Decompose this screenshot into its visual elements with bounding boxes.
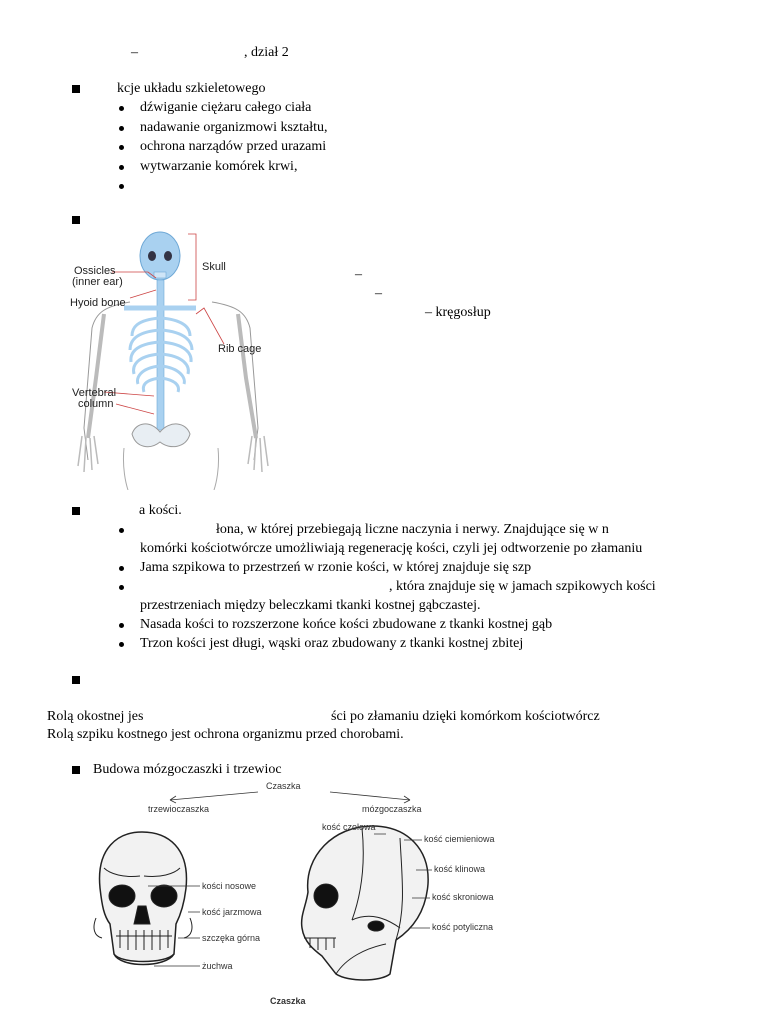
label-rib-cage: Rib cage [218, 343, 262, 355]
paragraph-line1b: ści po złamaniu dzięki komórkom kościotwórcz [331, 709, 600, 724]
paragraph-line1a: Rolą okostnej jes [47, 709, 144, 724]
label-inner-ear: (inner ear) [72, 276, 123, 288]
label-skull: Skull [202, 261, 226, 273]
front-skull [94, 832, 192, 965]
side-label-3: kość klinowa [434, 864, 486, 874]
side-skull [302, 826, 429, 980]
bone-item-5: Trzon kości jest długi, wąski oraz zbudowany z tkanki kostnej zbitej [140, 636, 524, 651]
side-label-1: kość czołowa [322, 822, 376, 832]
function-item-4: wytwarzanie komórek krwi, [140, 159, 298, 174]
bullet-icon [119, 184, 124, 189]
square-bullet-icon [72, 766, 80, 774]
diagram-left-branch: trzewioczaszka [148, 804, 210, 814]
square-bullet-icon [72, 507, 80, 515]
bullet-icon [119, 566, 124, 571]
square-bullet-icon [72, 85, 80, 93]
label-vertebral: Vertebral [72, 387, 117, 399]
label-column: column [78, 398, 114, 410]
skull-heading: Budowa mózgoczaszki i trzewioc [93, 762, 282, 777]
bullet-icon [119, 623, 124, 628]
skeleton-dash-2: – [375, 286, 382, 301]
diagram-right-branch: mózgoczaszka [362, 804, 422, 814]
label-ossicles: Ossicles [74, 265, 116, 277]
front-label-2: kość jarzmowa [202, 907, 262, 917]
function-item-2: nadawanie organizmowi kształtu, [140, 120, 328, 135]
side-label-4: kość skroniowa [432, 892, 494, 902]
diagram-caption: Czaszka [270, 996, 306, 1006]
front-label-1: kości nosowe [202, 881, 257, 891]
bullet-icon [119, 165, 124, 170]
bullet-icon [119, 126, 124, 131]
bone-item-1-line2: komórki kościotwórcze umożliwiają regenerację kości, czyli jej odtworzenie po złamaniu [140, 541, 643, 556]
front-label-3: szczęka górna [202, 933, 261, 943]
bone-item-2: Jama szpikowa to przestrzeń w rzonie kości, w której znajduje się szp [140, 560, 532, 575]
bullet-icon [119, 106, 124, 111]
skeleton-diagram [66, 228, 276, 490]
square-bullet-icon [72, 676, 80, 684]
header-section: , dział 2 [244, 45, 289, 60]
label-hyoid: Hyoid bone [70, 297, 126, 309]
bullet-icon [119, 528, 124, 533]
bone-item-4: Nasada kości to rozszerzone końce kości zbudowane z tkanki kostnej gąb [140, 617, 553, 632]
bone-item-1-line1: łona, w której przebiegają liczne naczynia i nerwy. Znajdujące się w n [216, 522, 609, 537]
front-label-4: żuchwa [202, 961, 233, 971]
functions-heading: kcje układu szkieletowego [117, 81, 266, 96]
header-dash: – [131, 45, 138, 60]
bone-heading: a kości. [139, 503, 182, 518]
function-item-3: ochrona narządów przed urazami [140, 139, 327, 154]
side-label-5: kość potyliczna [432, 922, 494, 932]
function-item-1: dźwiganie ciężaru całego ciała [140, 100, 312, 115]
paragraph-line2: Rolą szpiku kostnego jest ochrona organizmu przed chorobami. [47, 727, 404, 742]
skull-diagram [90, 778, 510, 1018]
side-label-2: kość ciemieniowa [424, 834, 495, 844]
diagram-top-label: Czaszka [266, 781, 301, 791]
square-bullet-icon [72, 216, 80, 224]
skeleton-spine: – kręgosłup [425, 305, 491, 320]
skeleton-dash-1: – [355, 267, 362, 282]
bullet-icon [119, 585, 124, 590]
bone-item-3-line1: , która znajduje się w jamach szpikowych kości [389, 579, 656, 594]
bullet-icon [119, 642, 124, 647]
bone-item-3-line2: przestrzeniach między beleczkami tkanki kostnej gąbczastej. [140, 598, 481, 613]
bullet-icon [119, 145, 124, 150]
